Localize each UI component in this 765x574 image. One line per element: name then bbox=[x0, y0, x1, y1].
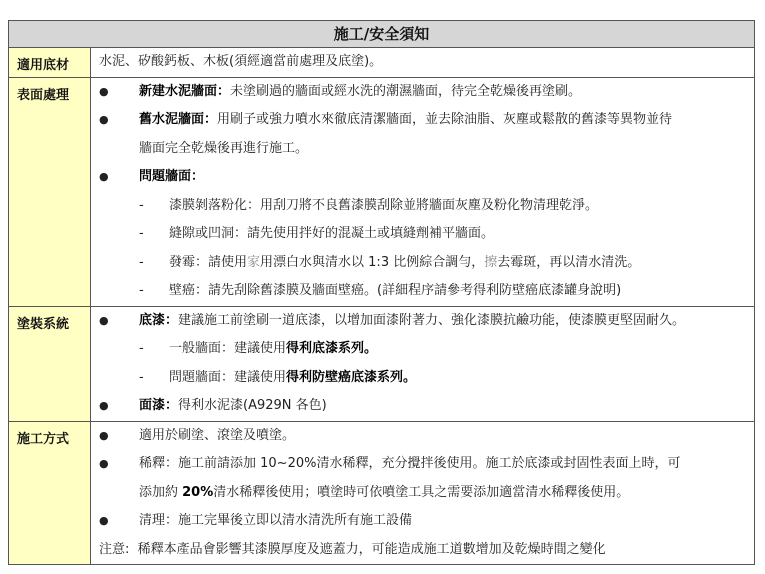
dilute-text-continued bbox=[99, 479, 748, 508]
list-item bbox=[99, 392, 748, 421]
dash-icon bbox=[99, 249, 169, 278]
mold-text-faded: 家 bbox=[247, 254, 261, 270]
dash-icon bbox=[99, 220, 169, 249]
new-wall-term: 新建水泥牆面： bbox=[139, 83, 231, 99]
primer-text: 建議施工前塗刷一道底漆，以增加面漆附著力、強化漆膜抗鹼功能，使漆膜更堅固耐久。 bbox=[178, 312, 686, 328]
bullet-icon bbox=[99, 422, 139, 451]
surface-label: 表面處理 bbox=[9, 77, 91, 306]
bullet-icon bbox=[99, 78, 139, 107]
coating-label: 塗裝系統 bbox=[9, 306, 91, 421]
safety-instructions-table bbox=[8, 20, 755, 565]
old-wall-text: 用刷子或強力噴水來徹底清潔牆面，並去除油脂、灰塵或鬆散的舊漆等異物並待 bbox=[217, 112, 673, 127]
bullet-icon bbox=[99, 163, 139, 192]
dilute-text: 添加約 bbox=[139, 484, 183, 500]
mold-text: 用漂白水與清水以 1:3 比例綜合調勻， bbox=[260, 254, 485, 270]
dash-icon bbox=[99, 335, 169, 364]
problem-wall-product: 得利防壁癌底漆系列。 bbox=[286, 369, 417, 385]
bullet-icon bbox=[99, 106, 139, 135]
dash-icon bbox=[99, 277, 169, 306]
bullet-icon bbox=[99, 450, 139, 479]
sub-item bbox=[99, 192, 748, 221]
substrate-content bbox=[91, 48, 755, 78]
sub-item bbox=[99, 249, 748, 278]
topcoat-text: 得利水泥漆(A929N 各色) bbox=[178, 398, 327, 413]
mold-text: 發霉：請使用 bbox=[169, 254, 248, 270]
new-wall-text: 未塗刷過的牆面或經水洗的潮濕牆面，待完全乾燥後再塗刷。 bbox=[230, 83, 582, 99]
clean-text: 清理：施工完畢後立即以清水清洗所有施工設備 bbox=[139, 513, 413, 528]
mold-text: 去霉斑，再以清水清洗。 bbox=[497, 254, 641, 270]
dash-icon bbox=[99, 364, 169, 393]
apply-text: 適用於刷塗、滾塗及噴塗。 bbox=[139, 427, 296, 443]
sub-item bbox=[99, 364, 748, 393]
surface-content bbox=[91, 77, 755, 306]
mold-text-faded: 擦 bbox=[484, 254, 498, 270]
list-item bbox=[99, 106, 748, 135]
method-label: 施工方式 bbox=[9, 421, 91, 565]
topcoat-term: 面漆： bbox=[139, 398, 179, 413]
list-item bbox=[99, 450, 748, 479]
sub-item bbox=[99, 277, 748, 306]
general-wall-text: 一般牆面：建議使用 bbox=[169, 341, 287, 356]
method-content bbox=[91, 421, 755, 565]
problem-wall-text: 問題牆面：建議使用 bbox=[169, 369, 287, 385]
substrate-text: 水泥、矽酸鈣板、木板(須經適當前處理及底塗)。 bbox=[99, 54, 383, 69]
dilute-text: 稀釋：施工前請添加 10~20%清水稀釋，充分攪拌後使用。施工於底漆或封固性表面上時，可 bbox=[139, 456, 681, 471]
substrate-label: 適用底材 bbox=[9, 48, 91, 78]
old-wall-text-continued: 牆面完全乾燥後再進行施工。 bbox=[139, 140, 309, 156]
list-item bbox=[99, 78, 748, 107]
dilute-text: 清水稀釋後使用；噴塗時可依噴塗工具之需要添加適當清水稀釋後使用。 bbox=[213, 484, 630, 500]
primer-term: 底漆： bbox=[139, 312, 179, 328]
old-wall-term: 舊水泥牆面： bbox=[139, 112, 218, 127]
table-title: 施工/安全須知 bbox=[9, 21, 755, 48]
sub-item bbox=[99, 335, 748, 364]
list-item bbox=[99, 422, 748, 451]
bullet-icon bbox=[99, 307, 139, 336]
bullet-icon bbox=[99, 392, 139, 421]
problem-wall-term: 問題牆面： bbox=[139, 169, 205, 184]
note-text: 注意: 稀釋本產品會影響其漆膜厚度及遮蓋力，可能造成施工道數增加及乾燥時間之變化 bbox=[99, 541, 606, 557]
sub-item bbox=[99, 220, 748, 249]
general-wall-product: 得利底漆系列。 bbox=[286, 341, 378, 356]
list-item bbox=[99, 307, 748, 336]
coating-content bbox=[91, 306, 755, 421]
wall-cancer-text: 壁癌：請先刮除舊漆膜及牆面壁癌。(詳細程序請參考得利防壁癌底漆罐身說明) bbox=[169, 283, 622, 298]
cracks-text: 縫隙或凹洞：請先使用拌好的混凝土或填縫劑補平牆面。 bbox=[169, 226, 495, 241]
list-item bbox=[99, 163, 748, 192]
bullet-icon bbox=[99, 507, 139, 536]
peeling-text: 漆膜剝落粉化：用刮刀將不良舊漆膜刮除並將牆面灰塵及粉化物清理乾淨。 bbox=[169, 197, 599, 213]
list-item bbox=[99, 507, 748, 536]
dash-icon bbox=[99, 192, 169, 221]
dilute-ratio: 20% bbox=[182, 484, 214, 500]
